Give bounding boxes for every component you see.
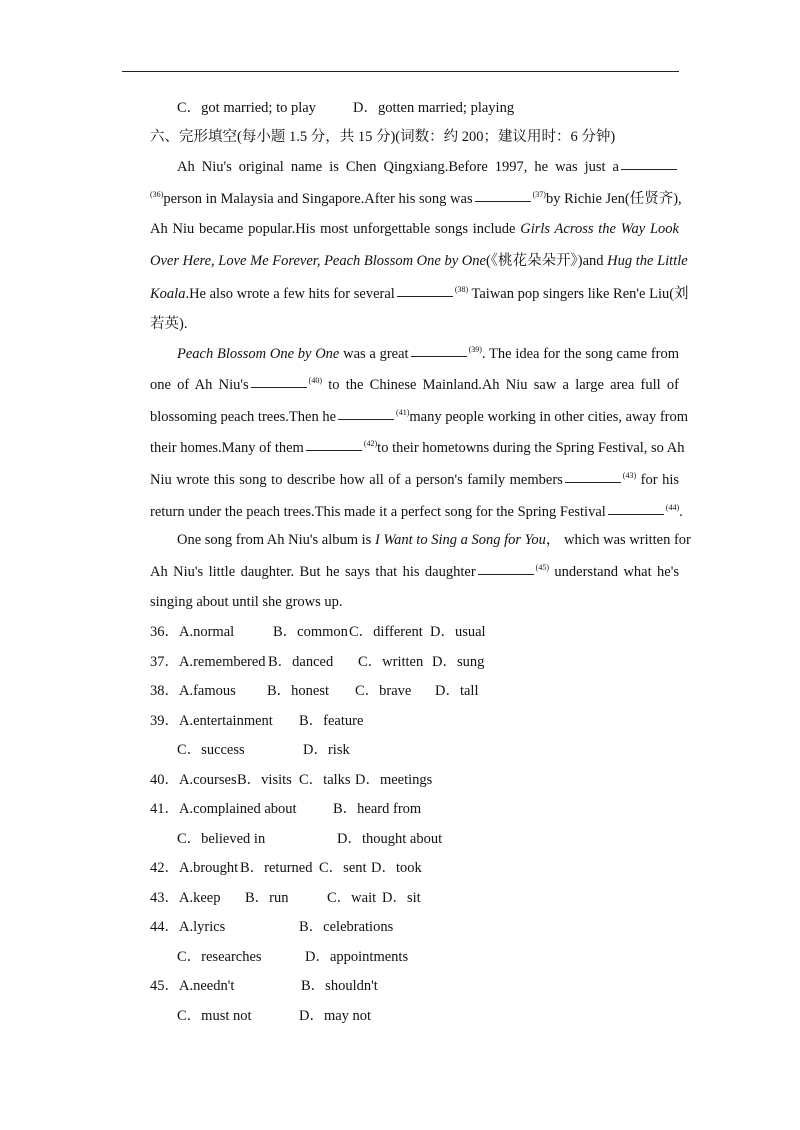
passage-line: singing about until she grows up.	[150, 594, 343, 610]
q42-option-c: C．sent	[319, 860, 367, 876]
passage-line: Peach Blossom One by One was a great $^{(39)}$. The idea for the song came from	[177, 345, 680, 362]
q36-option-d: D．usual	[430, 624, 486, 640]
blank-number: (45)	[535, 563, 549, 572]
blank-45	[478, 573, 534, 575]
song-title: Koala	[150, 286, 186, 302]
blank-number: (37)	[532, 190, 546, 199]
passage-line: 若英).	[150, 316, 188, 332]
passage-line: their homes.Many of them $^{(42)}$to their hometowns during the Spring Festival, so Ah	[150, 439, 685, 456]
blank-37	[475, 200, 531, 202]
blank-44	[608, 513, 664, 515]
q38-option-a: 38．A.famous	[150, 683, 236, 699]
q40-option-d: D．meetings	[355, 772, 433, 788]
passage-line: one of Ah Niu's $^{(40)}$ to the Chinese Mainland.Ah Niu saw a large area full of	[150, 376, 679, 393]
header-rule	[122, 71, 679, 72]
prev-option-c: C．got married; to play	[177, 100, 316, 116]
blank-number: (36)	[150, 190, 164, 199]
q45-option-d: D．may not	[299, 1008, 372, 1024]
blank-42	[306, 449, 362, 451]
q39-option-c: C．success	[177, 742, 245, 758]
passage-line: return under the peach trees.This made it a perfect song for the Spring Festival $^{(44)}$.	[150, 503, 683, 520]
blank-39	[411, 355, 467, 357]
section-heading: 六、完形填空(每小题 1.5 分，共 15 分)(词数：约 200；建议用时：6 分钟)	[150, 129, 616, 145]
song-title: Girls Across the Way Look	[520, 221, 679, 237]
q37-option-b: B．danced	[268, 654, 334, 670]
q43-option-a: 43．A.keep	[150, 890, 221, 906]
q36-option-c: C．different	[349, 624, 423, 640]
q39-option-d: D．risk	[303, 742, 350, 758]
blank-number: (39)	[468, 345, 482, 354]
q38-option-c: C．brave	[355, 683, 412, 699]
blank-number: (42)	[363, 439, 378, 448]
song-title: Hug the Little	[607, 253, 688, 269]
q44-option-c: C．researches	[177, 949, 262, 965]
q42-option-a: 42．A.brought	[150, 860, 239, 876]
song-title: Peach Blossom One by One	[177, 346, 340, 362]
passage-line: Koala.He also wrote a few hits for several $^{(38)}$ Taiwan pop singers like Ren'e Liu(刘	[150, 285, 689, 302]
q38-option-d: D．tall	[435, 683, 479, 699]
q37-option-a: 37．A.remembered	[150, 654, 266, 670]
q45-option-a: 45．A.needn't	[150, 978, 235, 994]
blank-number: (40)	[308, 376, 322, 385]
passage-line: Ah Niu's original name is Chen Qingxiang.Before 1997, he was just a	[177, 160, 679, 175]
song-title: Over Here, Love Me Forever, Peach Blossom One by One	[150, 253, 486, 269]
passage-line: Over Here, Love Me Forever, Peach Blossom One by One(《桃花朵朵开》)and Hug the Little	[150, 253, 688, 269]
q36-option-a: 36．A.normal	[150, 624, 235, 640]
q45-option-c: C．must not	[177, 1008, 252, 1024]
prev-option-d: D．gotten married; playing	[353, 100, 515, 116]
q39-option-b: B．feature	[299, 713, 364, 729]
q37-option-d: D．sung	[432, 654, 485, 670]
blank-41	[338, 418, 394, 420]
song-title: I Want to Sing a Song for You	[374, 532, 546, 548]
blank-number: (41)	[396, 408, 410, 417]
q43-option-b: B．run	[245, 890, 289, 906]
blank-number: (44)	[665, 503, 680, 512]
q37-option-c: C．written	[358, 654, 424, 670]
q41-option-a: 41．A.complained about	[150, 801, 297, 817]
q41-option-b: B．heard from	[333, 801, 422, 817]
blank-38	[397, 295, 453, 297]
q41-option-d: D．thought about	[337, 831, 443, 847]
blank-number: (43)	[622, 471, 637, 480]
q40-option-b: B．visits	[237, 772, 292, 788]
q44-option-b: B．celebrations	[299, 919, 394, 935]
q44-option-a: 44．A.lyrics	[150, 919, 226, 935]
blank-40	[251, 386, 307, 388]
passage-line: Niu wrote this song to describe how all of a person's family members $^{(43)}$ for his	[150, 471, 679, 488]
q44-option-d: D．appointments	[305, 949, 409, 965]
q43-option-c: C．wait	[327, 890, 377, 906]
q41-option-c: C．believed in	[177, 831, 266, 847]
q43-option-d: D．sit	[382, 890, 421, 906]
blank-43	[565, 481, 621, 483]
q42-option-d: D．took	[371, 860, 422, 876]
passage-line: Ah Niu's little daughter. But he says that his daughter $^{(45)}$ understand what he's	[150, 563, 679, 580]
q40-option-a: 40．A.courses	[150, 772, 237, 788]
q45-option-b: B．shouldn't	[301, 978, 378, 994]
blank-36	[621, 168, 677, 170]
passage-line: blossoming peach trees.Then he $^{(41)}$many people working in other cities, away from	[150, 408, 689, 425]
passage-line: One song from Ah Niu's album is I Want to Sing a Song for You， which was written for	[177, 532, 691, 548]
q39-option-a: 39．A.entertainment	[150, 713, 273, 729]
q36-option-b: B．common	[273, 624, 348, 640]
blank-number: (38)	[454, 285, 469, 294]
q42-option-b: B．returned	[240, 860, 313, 876]
q40-option-c: C．talks	[299, 772, 351, 788]
passage-line: Ah Niu became popular.His most unforgettable songs include Girls Across the Way Look	[150, 221, 679, 237]
passage-line: $^{(36)}$person in Malaysia and Singapore.After his song was $^{(37)}$by Richie Jen(任贤齐),	[150, 190, 682, 207]
q38-option-b: B．honest	[267, 683, 330, 699]
